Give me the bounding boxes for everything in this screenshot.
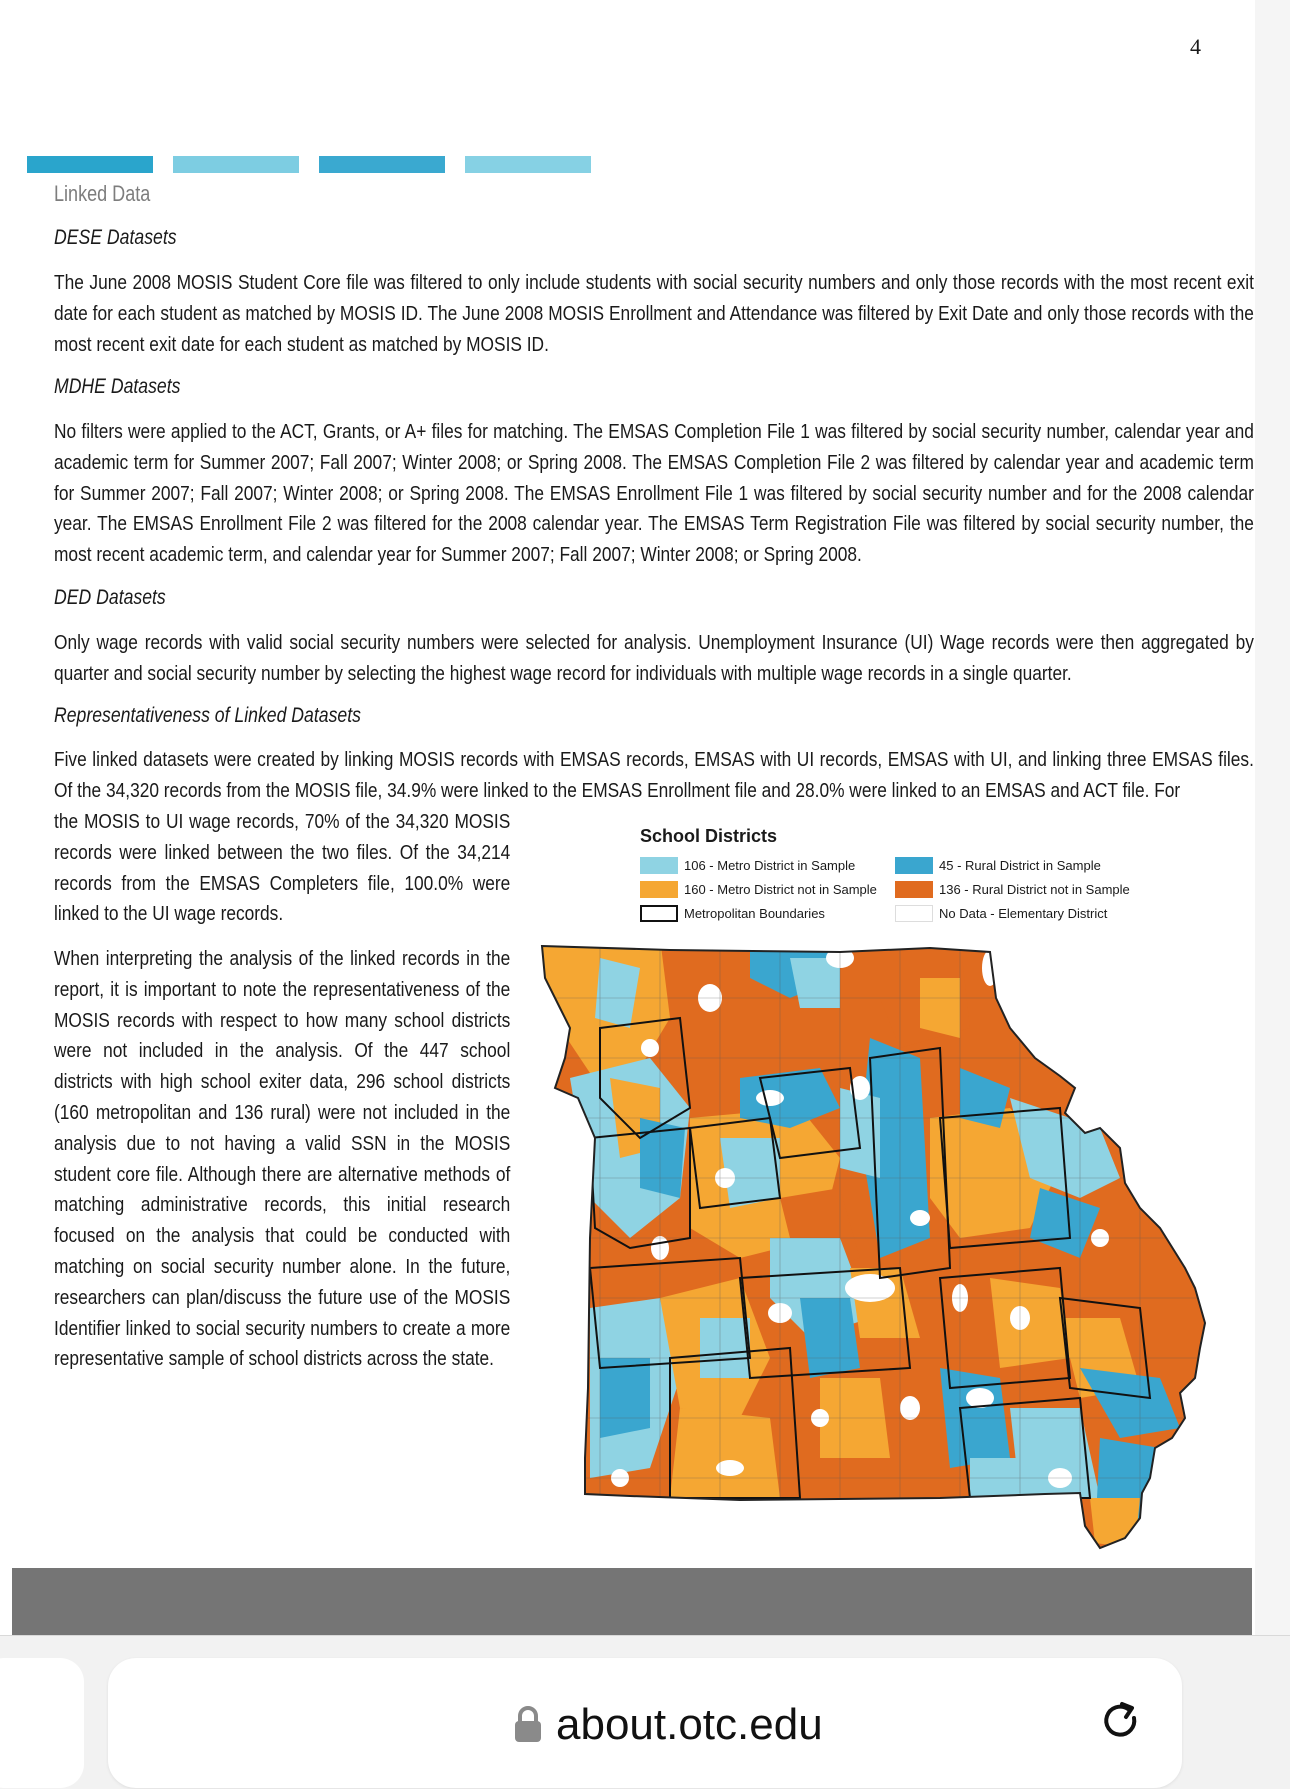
legend-swatch [895,857,933,874]
page-number: 4 [1190,34,1201,59]
legend-label: 160 - Metro District not in Sample [684,882,877,897]
page-footer-bar [12,1568,1252,1635]
legend-label: No Data - Elementary District [939,906,1108,921]
legend-swatch [640,881,678,898]
legend-swatch [640,905,678,922]
legend-label: 106 - Metro District in Sample [684,858,856,873]
legend-item [895,881,1150,898]
paragraph-mdhe: No filters were applied to the ACT, Grants, or A+ files for matching. The EMSAS Completion File 1 was filtered by social security number, calendar year and academic term for Summer 2007; Fall 2007; Winter 2008; or Spring 2008. The EMSAS Completion File 2 was filtered by calendar year and academic term for Summer 2007; Fall 2007; Winter 2008; or Spring 2008. The EMSAS Enrollment File 1 was filtered by social security number and for the 2008 calendar year. The EMSAS Enrollment File 2 was filtered for the 2008 calendar year. The EMSAS Term Registration File was filtered by social security number, the most recent academic term, and calendar year for Summer 2007; Fall 2007; Winter 2008; or Spring 2008. [54,420,1254,567]
heading-mdhe: MDHE Datasets [54,375,181,398]
map-title: School Districts [640,826,778,846]
browser-bottom-bar [0,1635,1290,1789]
heading-representativeness: Representativeness of Linked Datasets [54,704,361,727]
section-title: Linked Data [54,181,151,206]
heading-ded: DED Datasets [54,586,166,609]
header-bar [27,156,153,173]
address-bar[interactable] [108,1658,1182,1788]
paragraph-representativeness: Five linked datasets were created by linking MOSIS records with EMSAS records, EMSAS with UI records, EMSAS with UI, and linking three EMSAS files. Of the 34,320 records from the MOSIS file, 34.9% were linked to the EMSAS Enrollment file and 28.0% were linked to an EMSAS and ACT file. For [54,748,1254,802]
legend-swatch [895,881,933,898]
legend-swatch [640,857,678,874]
paragraph-dese: The June 2008 MOSIS Student Core file was filtered to only include students with social security numbers and only those records with the most recent exit date for each student as matched by MOSIS ID. The June 2008 MOSIS Enrollment and Attendance was filtered by Exit Date and only those records with the most recent exit date for each student as matched by MOSIS ID. [54,271,1254,356]
heading-dese: DESE Datasets [54,226,177,249]
url-display[interactable] [514,1700,823,1750]
paragraph-interpretation: When interpreting the analysis of the linked records in the report, it is important to note the representativeness of the MOSIS records with respect to how many school districts were not included in the analysis. Of the 447 school districts with high school exiter data, 296 school districts (160 metropolitan and 136 rural) were not included in the analysis due to not having a valid SSN in the MOSIS student core file. Although there are alternative methods of matching administrative records, this initial research focused on the analysis that could be conducted with matching on social security number alone. In the future, researchers can plan/discuss the future use of the MOSIS Identifier linked to social security numbers to create a more representative sample of school districts across the state. [54,947,511,1371]
legend-item [640,905,895,922]
legend-item [895,905,1150,922]
legend-item [640,857,895,874]
scroll-gutter [1255,0,1290,1635]
previous-tab-preview[interactable] [0,1658,84,1788]
url-text: about.otc.edu [556,1700,823,1749]
reload-icon[interactable] [1098,1698,1146,1746]
legend-item [640,881,895,898]
paragraph-ded: Only wage records with valid social security numbers were selected for analysis. Unemployment Insurance (UI) Wage records were then aggregated by quarter and social security number by selecting the highest wage record for individuals with multiple wage records in a single quarter. [54,631,1254,685]
header-bar [319,156,445,173]
header-decoration-bars [27,156,591,173]
missouri-school-districts-map [540,938,1245,1558]
legend-label: 136 - Rural District not in Sample [939,882,1130,897]
paragraph-linked-records: the MOSIS to UI wage records, 70% of the 34,320 MOSIS records were linked between the two files. Of the 34,214 records from the EMSAS Completers file, 100.0% were linked to the UI wage records. [54,810,511,926]
header-bar [173,156,299,173]
lock-icon [514,1706,542,1744]
legend-label: 45 - Rural District in Sample [939,858,1101,873]
legend-label: Metropolitan Boundaries [684,906,825,921]
header-bar [465,156,591,173]
map-legend [640,826,1160,922]
legend-item [895,857,1150,874]
legend-swatch [895,905,933,922]
